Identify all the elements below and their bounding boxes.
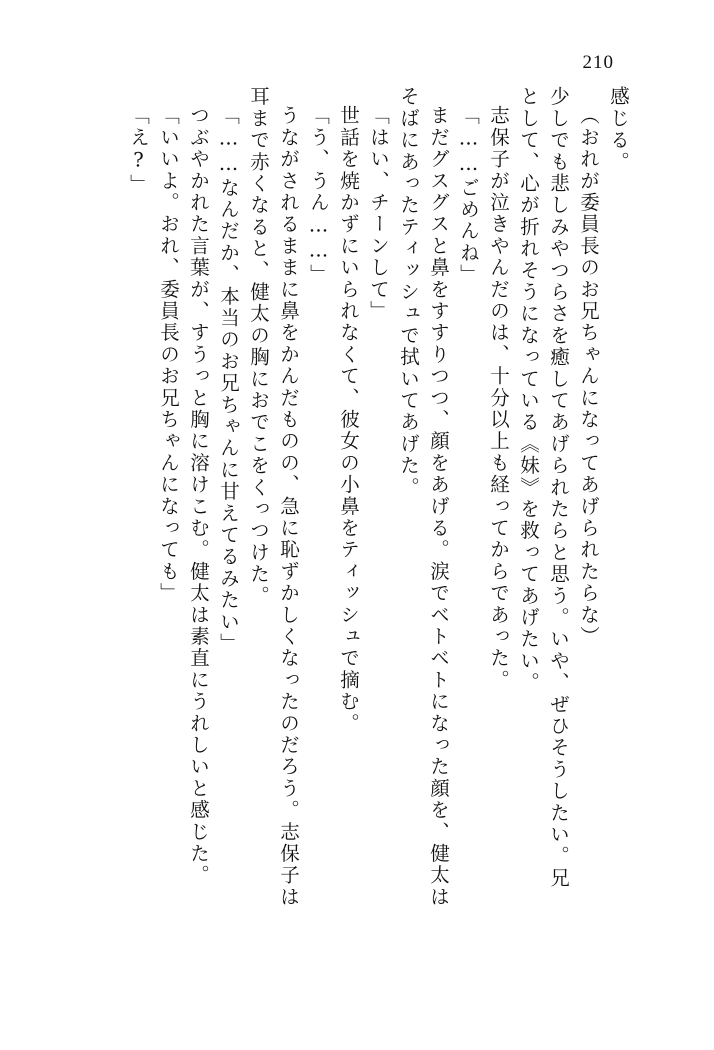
- text-column: そばにあったティッシュで拭いてあげた。: [397, 86, 420, 499]
- text-column: 「う、うん……」: [307, 105, 330, 286]
- text-column: うながされるままに鼻をかんだものの、急に恥ずかしくなったのだろう。志保子は: [277, 105, 300, 908]
- text-column: 「いいよ。おれ、委員長のお兄ちゃんになっても」: [157, 105, 180, 605]
- vertical-text-body: [60, 86, 628, 966]
- text-column: 感じる。: [607, 86, 630, 173]
- text-column: 「はい、チーンして」: [367, 105, 390, 322]
- text-column: として、心が折れそうになっている《妹》を救ってあげたい。: [517, 86, 540, 694]
- text-column: 少しでも悲しみやつらさを癒してあげられたらと思う。いや、ぜひそうしたい。兄: [547, 86, 570, 889]
- text-column: （おれが委員長のお兄ちゃんになってあげられたらな）: [577, 105, 600, 648]
- text-column: 世話を焼かずにいられなくて、彼女の小鼻をティッシュで摘む。: [337, 105, 360, 735]
- text-column: 志保子が泣きやんだのは、十分以上も経ってからであった。: [487, 105, 510, 691]
- text-column: まだグスグスと鼻をすすりつつ、顔をあげる。涙でベトベトになった顔を、健太は: [427, 105, 450, 908]
- text-column: つぶやかれた言葉が、すうっと胸に溶けこむ。健太は素直にうれしいと感じた。: [187, 105, 210, 887]
- text-column: 「……なんだか、本当のお兄ちゃんに甘えてるみたい」: [217, 105, 240, 655]
- text-column: 耳まで赤くなると、健太の胸におでこをくっつけた。: [247, 86, 270, 607]
- text-column: 「え?」: [127, 105, 150, 196]
- page-number: 210: [582, 52, 614, 73]
- text-column: 「……ごめんね」: [457, 105, 480, 286]
